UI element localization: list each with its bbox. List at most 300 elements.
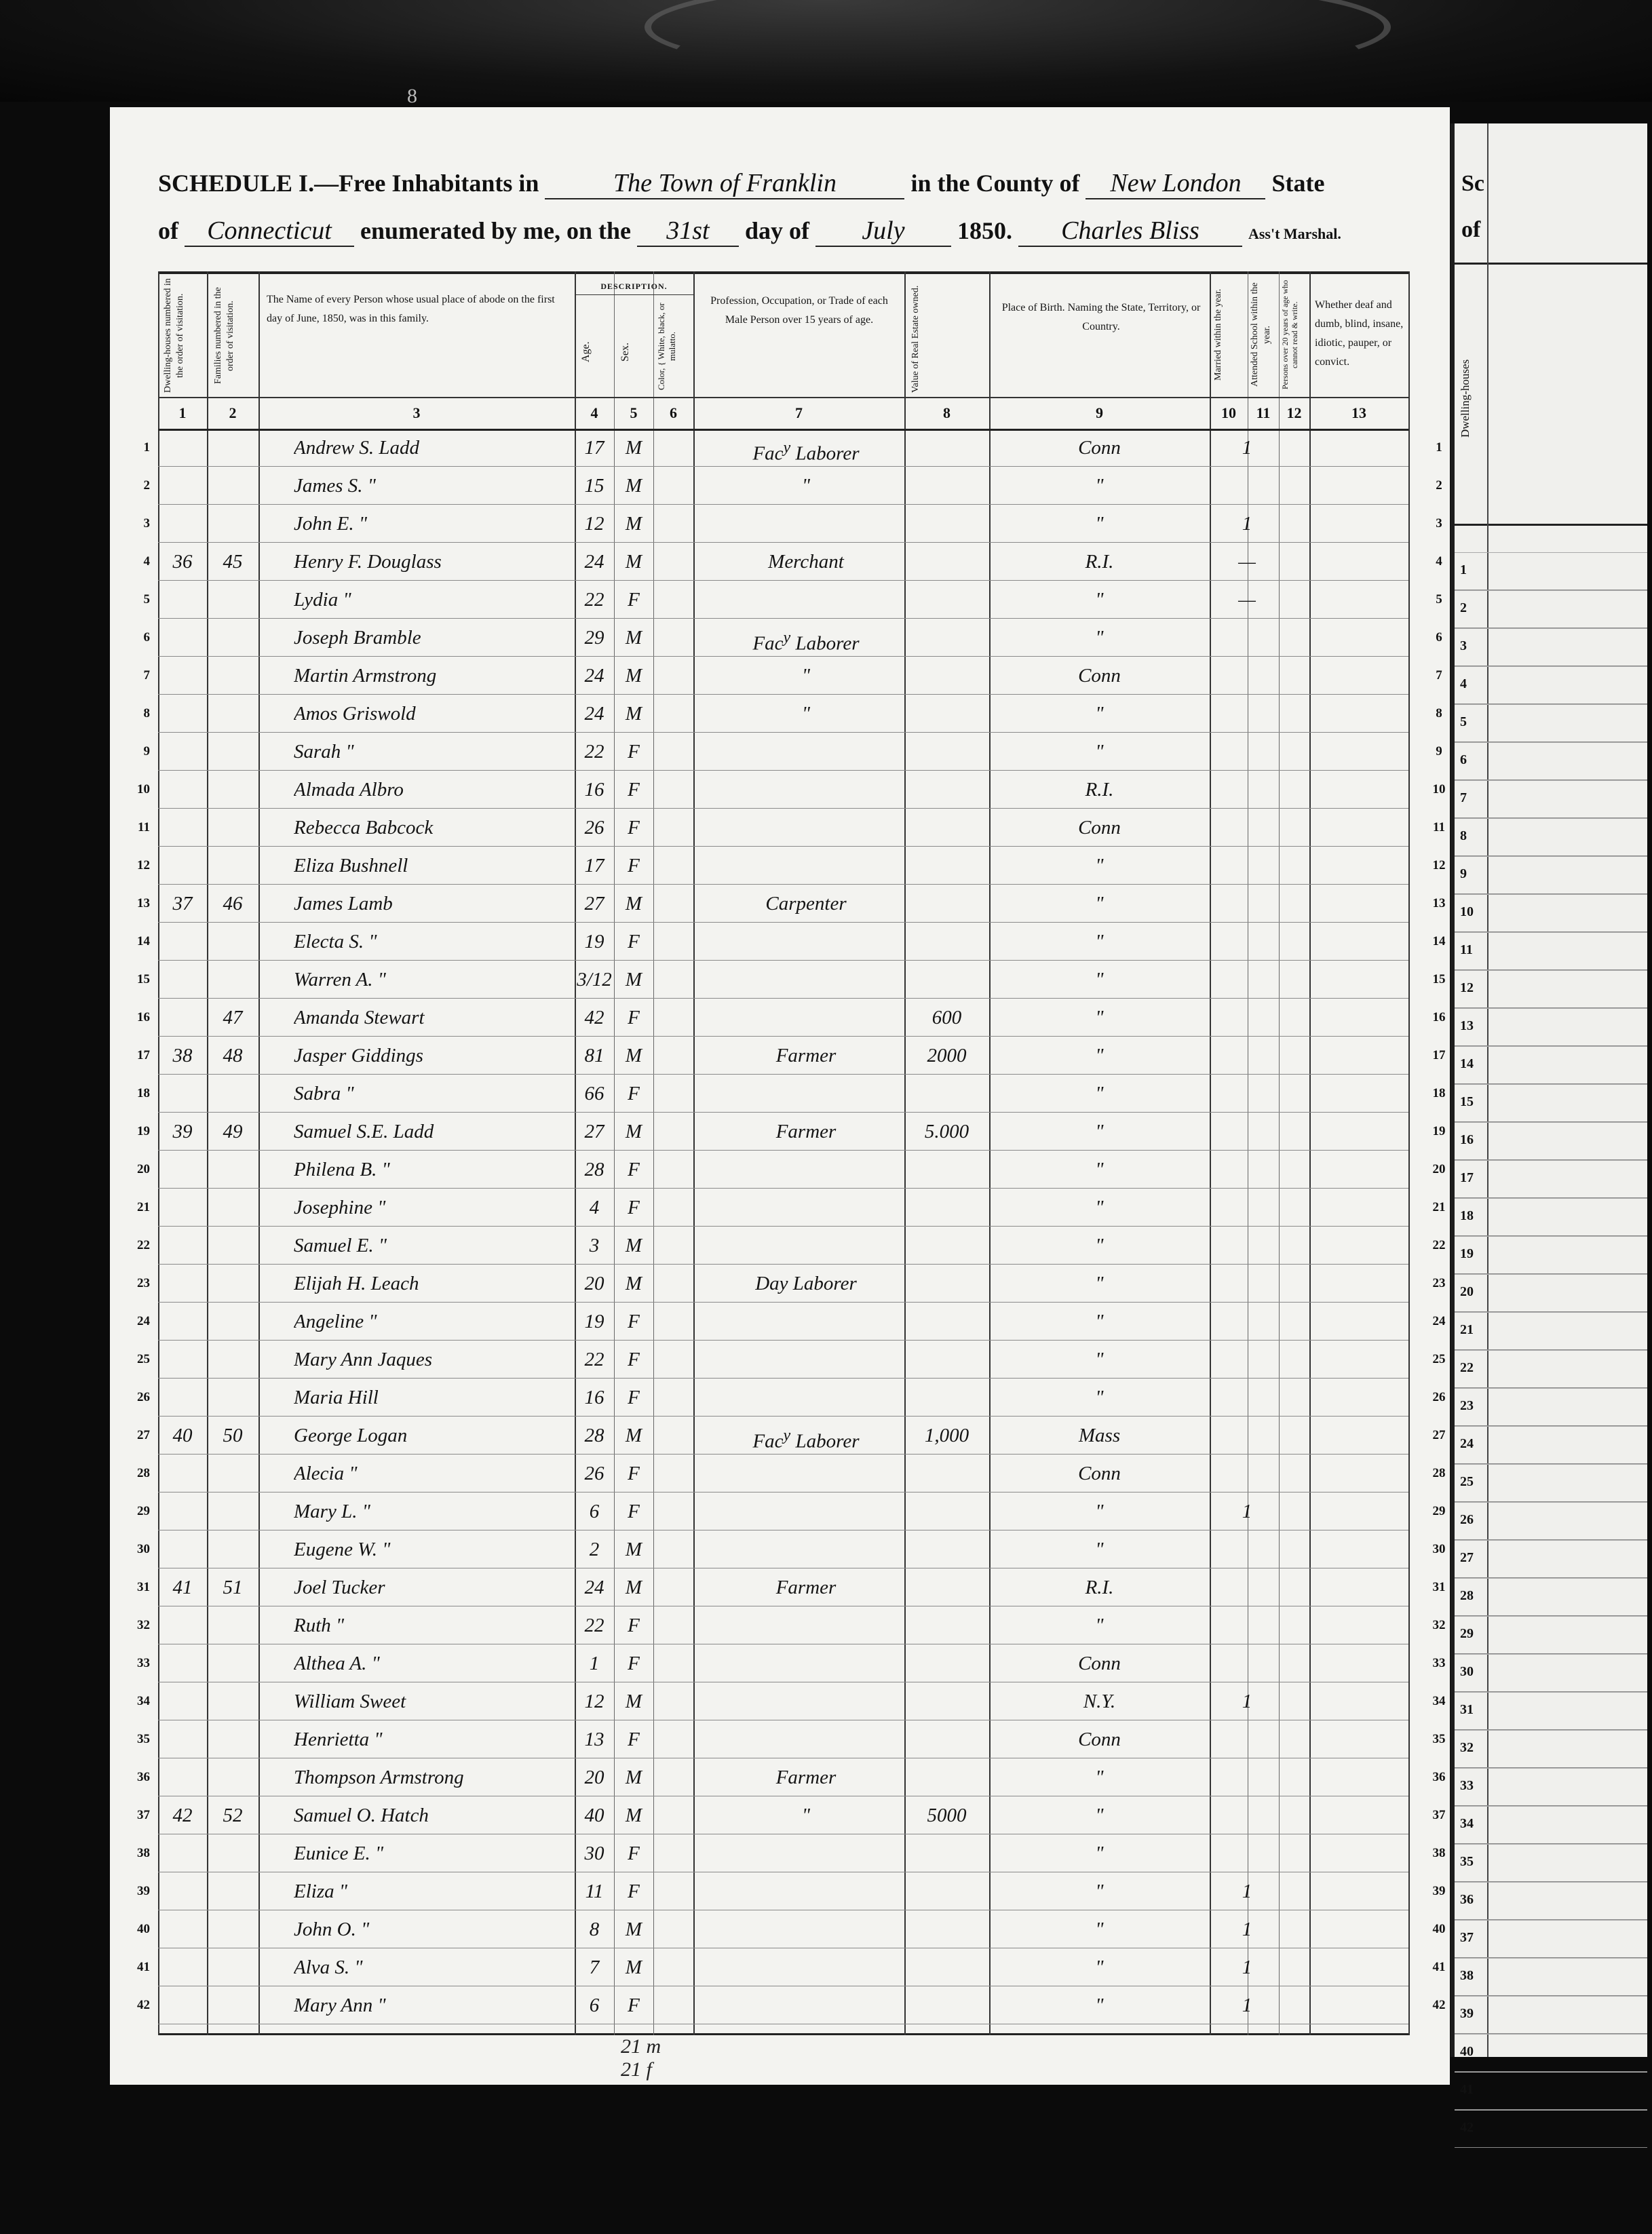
cell-school: —	[1238, 551, 1256, 573]
cell-occ: "	[801, 665, 811, 687]
cell-fam	[207, 809, 258, 847]
cell-fam	[207, 1265, 258, 1303]
cell-name: Amanda Stewart	[294, 1007, 425, 1028]
cell-name: Henry F. Douglass	[294, 551, 442, 573]
cell-name: John O. "	[294, 1919, 370, 1940]
cell-age: 3	[589, 1235, 600, 1256]
line-number-right: 34	[1432, 1694, 1446, 1708]
cell-sex: M	[625, 475, 642, 497]
cell-age: 19	[584, 931, 604, 952]
cell-birth: Conn	[1078, 437, 1121, 459]
table-row	[137, 1644, 1446, 1682]
cell-school	[1216, 961, 1278, 999]
cell-school	[1216, 1796, 1278, 1834]
cell-val	[904, 695, 989, 733]
table-row	[137, 1796, 1446, 1834]
adjacent-row	[1455, 704, 1647, 742]
table-row	[137, 1303, 1446, 1341]
cell-age: 3/12	[577, 969, 612, 990]
line-number: 40	[137, 1922, 150, 1936]
cell-occ	[708, 1530, 904, 1568]
cell-fam	[207, 1682, 258, 1720]
cell-school	[1216, 1530, 1278, 1568]
cell-birth: "	[1095, 1919, 1104, 1940]
adjacent-line-number: 22	[1460, 1360, 1474, 1375]
cell-sex: F	[628, 1159, 640, 1180]
cell-name: Eliza Bushnell	[294, 855, 408, 877]
header-line-2	[158, 216, 1341, 247]
line-number-right: 20	[1432, 1162, 1446, 1176]
cell-fam	[207, 619, 258, 657]
cell-sex: M	[625, 1577, 642, 1598]
cell-name: Eugene W. "	[294, 1539, 391, 1560]
adjacent-line-number: 20	[1460, 1284, 1474, 1299]
town-field: The Town of Franklin	[545, 168, 904, 199]
line-number-right: 4	[1436, 554, 1442, 569]
adjacent-row	[1455, 1008, 1647, 1046]
cell-school	[1216, 809, 1278, 847]
line-number: 33	[137, 1656, 150, 1670]
adjacent-line-number: 36	[1460, 1892, 1474, 1907]
table-row	[138, 809, 1445, 847]
cell-school	[1216, 1265, 1278, 1303]
col-10-header: Married within the year.	[1213, 288, 1223, 381]
cell-sex: F	[628, 779, 640, 801]
cell-age: 27	[584, 893, 604, 914]
cell-school: 1	[1242, 1919, 1252, 1940]
cell-birth: "	[1095, 627, 1104, 649]
cell-occ	[708, 847, 904, 885]
table-row	[137, 1682, 1446, 1720]
col-number: 11	[1256, 404, 1271, 421]
cell-school	[1216, 1720, 1278, 1758]
cell-age: 26	[584, 1463, 604, 1484]
adjacent-line-number: 17	[1460, 1170, 1474, 1185]
day-field: 31st	[637, 216, 739, 247]
col-5-header: Sex.	[619, 343, 631, 362]
cell-dw	[158, 1758, 207, 1796]
line-number: 18	[137, 1086, 150, 1100]
adjacent-line-number: 40	[1460, 2044, 1474, 2059]
cell-val	[904, 1265, 989, 1303]
cell-school: 1	[1242, 1957, 1252, 1978]
adjacent-line-number: 39	[1460, 2006, 1474, 2021]
cell-occ	[708, 923, 904, 961]
line-number: 2	[143, 478, 150, 493]
cell-name: Elijah H. Leach	[294, 1273, 419, 1294]
cell-val	[904, 809, 989, 847]
line-number-right: 26	[1432, 1390, 1446, 1404]
cell-age: 24	[584, 1577, 604, 1598]
cell-age: 28	[584, 1425, 604, 1446]
line-number-right: 12	[1432, 858, 1446, 872]
cell-val	[904, 1227, 989, 1265]
cell-fam	[207, 1910, 258, 1948]
table-row	[143, 619, 1442, 657]
line-number: 21	[137, 1200, 150, 1214]
line-number-right: 9	[1436, 744, 1442, 758]
cell-fam	[207, 429, 258, 467]
state-label: State	[1271, 170, 1325, 197]
line-number-right: 22	[1432, 1238, 1446, 1252]
cell-fam	[207, 961, 258, 999]
line-number: 38	[137, 1846, 150, 1860]
line-number-right: 37	[1432, 1808, 1446, 1822]
cell-fam: 48	[223, 1045, 243, 1066]
line-number: 30	[137, 1542, 150, 1556]
adjacent-row	[1455, 894, 1647, 932]
cell-age: 15	[584, 475, 604, 497]
cell-age: 16	[584, 1387, 604, 1408]
cell-sex: F	[628, 1653, 640, 1674]
cell-fam	[207, 467, 258, 505]
cell-school	[1216, 1341, 1278, 1379]
adjacent-header	[1455, 263, 1647, 526]
cell-fam	[207, 771, 258, 809]
line-number: 10	[137, 782, 150, 796]
adjacent-line-number: 29	[1460, 1626, 1474, 1641]
adjacent-row	[1455, 1312, 1647, 1350]
cell-age: 20	[584, 1273, 604, 1294]
cell-sex: F	[628, 1311, 640, 1332]
line-number-right: 30	[1432, 1542, 1446, 1556]
cell-dw	[158, 1227, 207, 1265]
cell-sex: F	[628, 1463, 640, 1484]
cell-name: Angeline "	[294, 1311, 377, 1332]
table-row	[137, 1265, 1446, 1303]
cell-age: 42	[584, 1007, 604, 1028]
col-number: 5	[630, 404, 638, 421]
col-11-header: Attended School within the year.	[1250, 282, 1272, 387]
line-number: 8	[143, 706, 150, 720]
cell-birth: "	[1095, 1311, 1104, 1332]
cell-name: Samuel S.E. Ladd	[294, 1121, 434, 1142]
line-number-right: 21	[1432, 1200, 1446, 1214]
adjacent-row	[1455, 1958, 1647, 1996]
adjacent-line-number: 18	[1460, 1208, 1474, 1223]
cell-age: 22	[584, 741, 604, 763]
cell-occ	[708, 581, 904, 619]
cell-dw	[158, 1986, 207, 2024]
cell-school	[1216, 1227, 1278, 1265]
cell-dw	[158, 1720, 207, 1758]
cell-age: 24	[584, 665, 604, 687]
cell-dw	[158, 1455, 207, 1492]
cell-val	[904, 1568, 989, 1606]
cell-school: 1	[1242, 1501, 1252, 1522]
cell-val	[904, 1189, 989, 1227]
page-tally	[621, 2035, 661, 2081]
cell-sex: F	[628, 1083, 640, 1104]
table-row	[143, 467, 1442, 505]
cell-val: 2000	[927, 1045, 967, 1066]
line-number: 5	[143, 592, 150, 606]
cell-dw	[158, 771, 207, 809]
adjacent-line-number: 7	[1460, 790, 1467, 805]
cell-age: 11	[585, 1881, 604, 1902]
cell-birth: "	[1095, 1273, 1104, 1294]
adjacent-line-number: 31	[1460, 1702, 1474, 1717]
cell-fam: 49	[223, 1121, 243, 1142]
cell-sex: F	[628, 1615, 640, 1636]
cell-val	[904, 771, 989, 809]
cell-name: Joel Tucker	[294, 1577, 385, 1598]
adjacent-line-number: 28	[1460, 1588, 1474, 1603]
cell-birth: Conn	[1078, 1653, 1121, 1674]
cell-dw	[158, 1682, 207, 1720]
cell-birth: "	[1095, 589, 1104, 611]
col-number: 1	[178, 404, 187, 421]
cell-dw	[158, 1910, 207, 1948]
cell-name: John E. "	[294, 513, 368, 535]
adjacent-row	[1455, 1350, 1647, 1388]
cell-school	[1216, 1113, 1278, 1151]
cell-dw	[158, 923, 207, 961]
adjacent-line-number: 23	[1460, 1398, 1474, 1413]
header-line-1	[158, 168, 1324, 199]
line-number: 9	[143, 744, 150, 758]
cell-fam: 51	[223, 1577, 243, 1598]
table-row	[137, 999, 1446, 1037]
description-header: DESCRIPTION.	[600, 282, 668, 291]
cell-sex: M	[625, 703, 642, 725]
table-row	[137, 1113, 1446, 1151]
line-number: 15	[137, 972, 150, 986]
cell-sex: M	[625, 1767, 642, 1788]
cell-age: 2	[589, 1539, 600, 1560]
cell-dw	[158, 695, 207, 733]
header-rule	[158, 397, 1408, 398]
adjacent-line-number: 25	[1460, 1474, 1474, 1489]
cell-occ	[708, 505, 904, 543]
adjacent-line-number: 26	[1460, 1512, 1474, 1527]
cell-age: 24	[584, 551, 604, 573]
cell-occ	[708, 1075, 904, 1113]
cell-name: Josephine "	[294, 1197, 386, 1218]
enumerated-label: enumerated by me, on the	[360, 217, 631, 244]
cell-fam: 52	[223, 1805, 243, 1826]
cell-val	[904, 1606, 989, 1644]
adjacent-row	[1455, 1768, 1647, 1806]
line-number-right: 36	[1432, 1770, 1446, 1784]
adjacent-line-number: 37	[1460, 1930, 1474, 1945]
table-row	[137, 1872, 1446, 1910]
cell-fam	[207, 733, 258, 771]
cell-school	[1216, 1417, 1278, 1455]
cell-birth: "	[1095, 741, 1104, 763]
line-number: 20	[137, 1162, 150, 1176]
cell-sex: M	[625, 1691, 642, 1712]
cell-sex: F	[628, 1007, 640, 1028]
cell-val	[904, 619, 989, 657]
cell-name: Jasper Giddings	[294, 1045, 423, 1066]
line-number-right: 18	[1432, 1086, 1446, 1100]
cell-dw	[158, 999, 207, 1037]
cell-occ: Farmer	[775, 1767, 837, 1788]
adjacent-row	[1455, 1160, 1647, 1198]
cell-birth: R.I.	[1085, 779, 1114, 801]
cell-age: 8	[589, 1919, 600, 1940]
cell-age: 12	[584, 1691, 604, 1712]
cell-val: 600	[931, 1007, 962, 1028]
cell-occ	[708, 1948, 904, 1986]
cell-occ	[708, 809, 904, 847]
table-row	[137, 961, 1446, 999]
line-number-right: 16	[1432, 1010, 1446, 1024]
adjacent-row	[1455, 1198, 1647, 1236]
adjacent-row	[1455, 1426, 1647, 1464]
cell-dw	[158, 1189, 207, 1227]
cell-val	[904, 1075, 989, 1113]
cell-school	[1216, 1379, 1278, 1417]
cell-age: 17	[584, 437, 604, 459]
adjacent-line-number: 24	[1460, 1436, 1474, 1451]
cell-dw	[158, 1265, 207, 1303]
state-field: Connecticut	[185, 216, 354, 247]
cell-name: Henrietta "	[294, 1729, 383, 1750]
table-row	[137, 771, 1446, 809]
cell-dw	[158, 1341, 207, 1379]
line-number: 28	[137, 1466, 150, 1480]
table-row	[143, 581, 1442, 619]
col-9-header: Place of Birth. Naming the State, Territory, or Country.	[1001, 302, 1201, 332]
line-number: 23	[137, 1276, 150, 1290]
cell-sex: F	[628, 1197, 640, 1218]
line-number-right: 41	[1432, 1960, 1446, 1974]
cell-dw	[158, 809, 207, 847]
cell-val	[904, 581, 989, 619]
adjacent-line-number: 32	[1460, 1740, 1474, 1755]
adjacent-row	[1455, 1236, 1647, 1274]
cell-birth: "	[1095, 1805, 1104, 1826]
cell-birth: Mass	[1078, 1425, 1121, 1446]
col-number: 8	[943, 404, 950, 421]
cell-school	[1216, 1151, 1278, 1189]
line-number: 41	[137, 1960, 150, 1974]
adjacent-line-number: 6	[1460, 752, 1467, 767]
cell-age: 19	[584, 1311, 604, 1332]
cell-name: Almada Albro	[294, 779, 404, 801]
tally-females: 21 f	[621, 2058, 652, 2081]
cell-fam	[207, 1606, 258, 1644]
cell-occ	[708, 1644, 904, 1682]
cell-age: 1	[589, 1653, 600, 1674]
cell-sex: M	[625, 969, 642, 990]
cell-name: Eliza "	[294, 1881, 348, 1902]
adjacent-row	[1455, 1806, 1647, 1844]
cell-age: 22	[584, 1615, 604, 1636]
cell-val	[904, 1379, 989, 1417]
line-number: 36	[137, 1770, 150, 1784]
cell-val	[904, 1834, 989, 1872]
cell-school	[1216, 1606, 1278, 1644]
cell-dw	[158, 505, 207, 543]
cell-birth: "	[1095, 893, 1104, 914]
cell-dw	[158, 429, 207, 467]
adjacent-row	[1455, 1540, 1647, 1578]
adjacent-line-number: 5	[1460, 714, 1467, 729]
cell-birth: Conn	[1078, 665, 1121, 687]
cell-birth: "	[1095, 1045, 1104, 1066]
line-number-right: 17	[1432, 1048, 1446, 1062]
cell-sex: M	[625, 893, 642, 914]
cell-dw	[158, 1834, 207, 1872]
cell-dw	[158, 1303, 207, 1341]
adjacent-row	[1455, 1274, 1647, 1312]
line-number-right: 15	[1432, 972, 1446, 986]
cell-school: 1	[1242, 1995, 1252, 2016]
cell-name: Sabra "	[294, 1083, 354, 1104]
cell-fam	[207, 1227, 258, 1265]
line-number: 39	[137, 1884, 150, 1898]
cell-dw	[158, 733, 207, 771]
adjacent-line-number: 9	[1460, 866, 1467, 881]
cell-age: 13	[584, 1729, 604, 1750]
cell-sex: F	[628, 1881, 640, 1902]
cell-occ	[708, 1834, 904, 1872]
line-number-right: 31	[1432, 1580, 1446, 1594]
cell-birth: "	[1095, 1349, 1104, 1370]
adjacent-line-number: 27	[1460, 1550, 1474, 1565]
cell-name: William Sweet	[294, 1691, 406, 1712]
cell-val	[904, 923, 989, 961]
col-number: 4	[590, 404, 598, 421]
cell-val	[904, 1910, 989, 1948]
cell-occ	[708, 1341, 904, 1379]
line-number-right: 28	[1432, 1466, 1446, 1480]
adjacent-line-number: 33	[1460, 1778, 1474, 1793]
adjacent-row	[1455, 1578, 1647, 1616]
cell-age: 22	[584, 1349, 604, 1370]
adjacent-row	[1455, 1616, 1647, 1654]
cell-name: Mary Ann "	[294, 1995, 386, 2016]
cell-birth: "	[1095, 969, 1104, 990]
line-number: 11	[138, 820, 150, 834]
line-number: 4	[143, 554, 150, 569]
adjacent-line-number: 19	[1460, 1246, 1474, 1261]
adjacent-row	[1455, 932, 1647, 970]
cell-val	[904, 1872, 989, 1910]
col-2-header: Families numbered in the order of visitation.	[213, 287, 235, 385]
line-number: 31	[137, 1580, 150, 1594]
cell-sex: F	[628, 1501, 640, 1522]
line-number: 19	[137, 1124, 150, 1138]
line-number-right: 33	[1432, 1656, 1446, 1670]
cell-occ: Fac$^y$ Laborer	[752, 1426, 860, 1452]
cell-occ	[708, 1379, 904, 1417]
cell-occ	[708, 1151, 904, 1189]
cell-name: Electa S. "	[294, 931, 377, 952]
adjacent-row	[1455, 1464, 1647, 1502]
month-field: July	[815, 216, 951, 247]
cell-school	[1216, 467, 1278, 505]
cell-sex: M	[625, 1539, 642, 1560]
county-label: in the County of	[910, 170, 1080, 197]
table-row	[137, 1492, 1446, 1530]
cell-occ	[708, 1189, 904, 1227]
table-row	[137, 1720, 1446, 1758]
cell-dw: 40	[172, 1425, 193, 1446]
line-number: 3	[143, 516, 150, 531]
line-number: 34	[137, 1694, 150, 1708]
cell-dw	[158, 1872, 207, 1910]
adjacent-row	[1455, 1882, 1647, 1920]
cell-age: 29	[584, 627, 604, 649]
cell-age: 16	[584, 779, 604, 801]
cell-name: Mary L. "	[294, 1501, 370, 1522]
cell-occ: Farmer	[775, 1045, 837, 1066]
line-number-right: 19	[1432, 1124, 1446, 1138]
